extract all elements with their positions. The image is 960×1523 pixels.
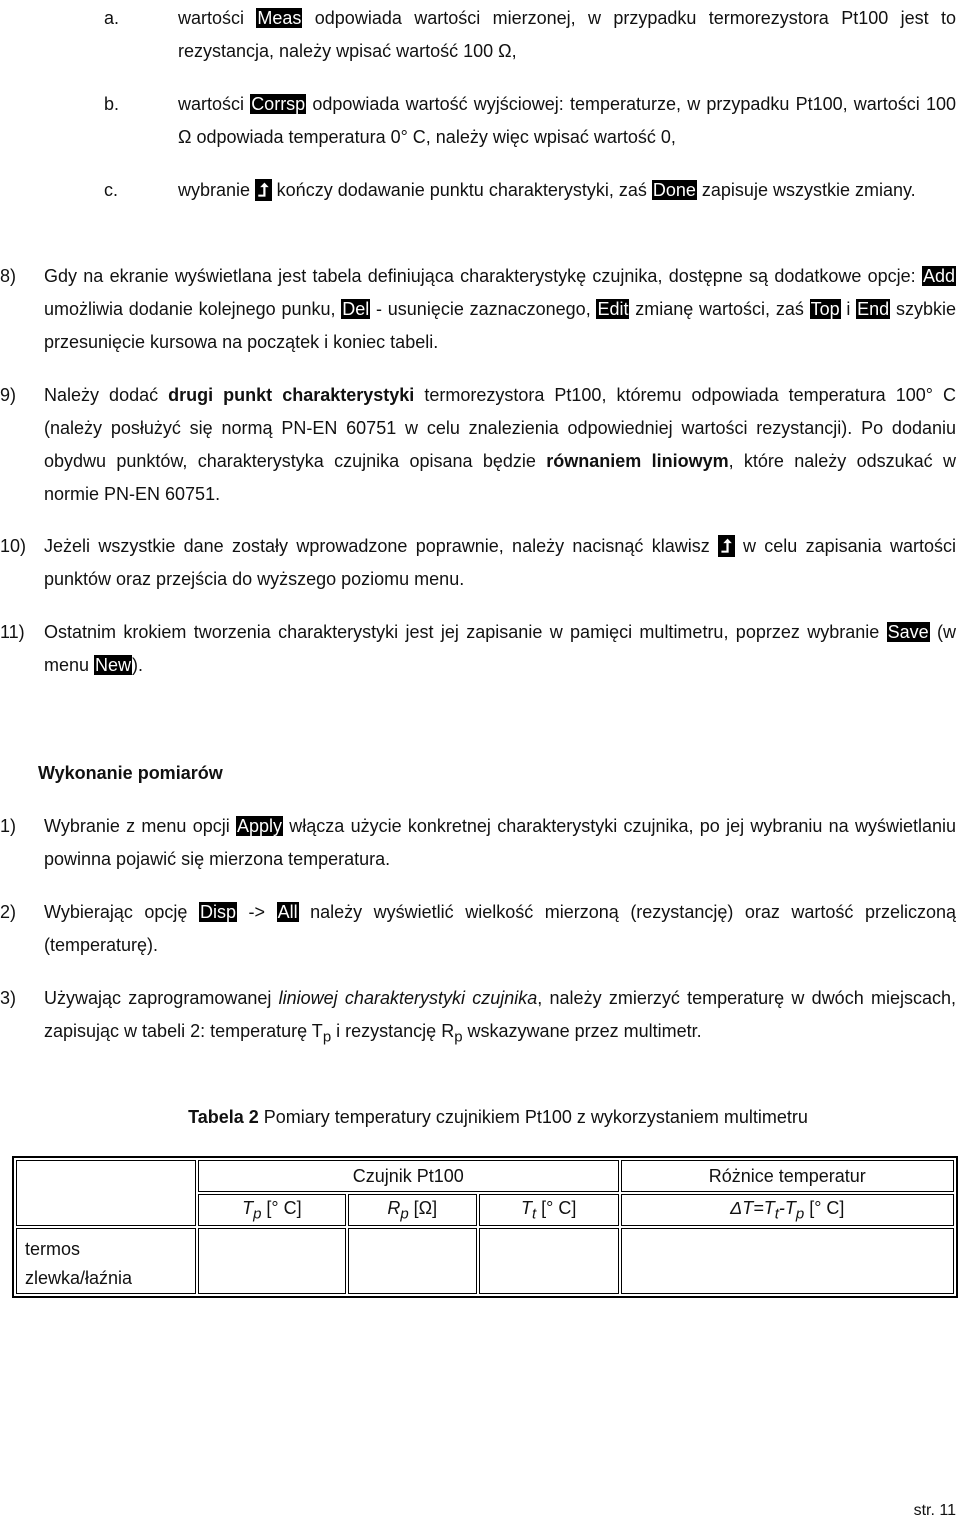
step-b: wartości Corrsp odpowiada wartość wyjściowej: temperaturze, w przypadku Pt100, wartości 100 Ω odpowiada temperatura 0° C, należy więc wpisać wartość 0, (178, 94, 956, 147)
list-marker: 1) (0, 816, 17, 836)
key-top: Top (810, 299, 840, 319)
key-add: Add (922, 266, 955, 286)
table-column-header: $\Delta T=T_t-T_p$ [° C] (621, 1194, 954, 1226)
table-column-header: $R_p$ [Ω] (348, 1194, 477, 1226)
list-marker: b. (104, 94, 120, 114)
key-disp: Disp (199, 902, 236, 922)
key-new: New (95, 655, 132, 675)
list-marker: a. (104, 8, 120, 28)
list-marker: c. (104, 180, 119, 200)
measure-step-1: Wybranie z menu opcji Apply włącza użycie konkretnej charakterystyki czujnika, po jej wybraniu na wyświetlaniu powinna pojawić się mierzona temperatura. (44, 816, 956, 869)
list-marker: 8) (0, 266, 17, 286)
step-8: Gdy na ekranie wyświetlana jest tabela definiująca charakterystykę czujnika, dostępne są dodatkowe opcje: Add umożliwia dodanie kolejnego punku, Del - usunięcie zaznaczonego, Edit zmianę wartości, zaś Top i End szybkie przesunięcie kursowa na początek i koniec tabeli. (44, 266, 956, 352)
list-marker: 10) (0, 536, 27, 556)
table-column-header: $T_t$ [° C] (479, 1194, 619, 1226)
measure-step-3: Używając zaprogramowanej liniowej charakterystyki czujnika, należy zmierzyć temperaturę w dwóch miejscach, zapisując w tabeli 2: temperaturę $T_p$ i rezystancję $R_p$ wskazywane przez multimetr. (44, 988, 956, 1046)
measurement-table (12, 1156, 958, 1298)
list-marker: 2) (0, 902, 17, 922)
measure-step-2: Wybierając opcję Disp -> All należy wyświetlić wielkość mierzoną (rezystancję) oraz wartość przeliczoną (temperaturę). (44, 902, 957, 955)
table-cell (198, 1228, 346, 1294)
table-row (16, 1228, 954, 1294)
return-arrow-icon: ⮥ (718, 535, 735, 557)
key-edit: Edit (597, 299, 629, 319)
key-del: Del (342, 299, 370, 319)
list-marker: 11) (0, 622, 25, 642)
key-corrsp: Corrsp (251, 94, 306, 114)
table-cell (479, 1228, 619, 1294)
step-c: wybranie ⮥ kończy dodawanie punktu charakterystyki, zaś Done zapisuje wszystkie zmiany. (178, 180, 916, 200)
key-save: Save (887, 622, 929, 642)
table-column-header: $T_p$ [° C] (198, 1194, 346, 1226)
step-9: Należy dodać drugi punkt charakterystyki termorezystora Pt100, któremu odpowiada temperatura 100° C (należy posłużyć się normą PN-EN 60751 w celu znalezienia odpowiedniej wartości rezystancji). Po dodaniu obydwu punktów, charakterystyka czujnika opisana będzie równaniem liniowym, które należy odszukać w normie PN-EN 60751. (44, 385, 956, 504)
return-arrow-icon: ⮥ (255, 179, 272, 201)
step-a: wartości Meas odpowiada wartości mierzonej, w przypadku termorezystora Pt100 jest to rezystancja, należy wpisać wartość 100 Ω, (178, 8, 956, 61)
table-cell (621, 1228, 954, 1294)
section-heading: Wykonanie pomiarów (38, 763, 223, 783)
step-11: Ostatnim krokiem tworzenia charakterystyki jest jej zapisanie w pamięci multimetru, poprzez wybranie Save (w menu New). (44, 622, 956, 675)
table-cell (348, 1228, 477, 1294)
key-done: Done (652, 180, 696, 200)
table-row (16, 1160, 954, 1192)
page-number: str. 11 (913, 1502, 956, 1519)
table-row-label: termos zlewka/łaźnia (16, 1228, 196, 1294)
table-corner-cell (16, 1160, 196, 1226)
key-all: All (277, 902, 298, 922)
table-group-header: Czujnik Pt100 (198, 1160, 619, 1192)
table-caption: Tabela 2 Pomiary temperatury czujnikiem Pt100 z wykorzystaniem multimetru (188, 1107, 808, 1127)
key-meas: Meas (257, 8, 302, 28)
step-10: Jeżeli wszystkie dane zostały wprowadzone poprawnie, należy nacisnąć klawisz ⮥ w celu zapisania wartości punktów oraz przejścia do wyższego poziomu menu. (44, 536, 956, 589)
table-group-header: Różnice temperatur (621, 1160, 954, 1192)
list-marker: 3) (0, 988, 17, 1008)
key-end: End (857, 299, 890, 319)
key-apply: Apply (237, 816, 283, 836)
list-marker: 9) (0, 385, 17, 405)
